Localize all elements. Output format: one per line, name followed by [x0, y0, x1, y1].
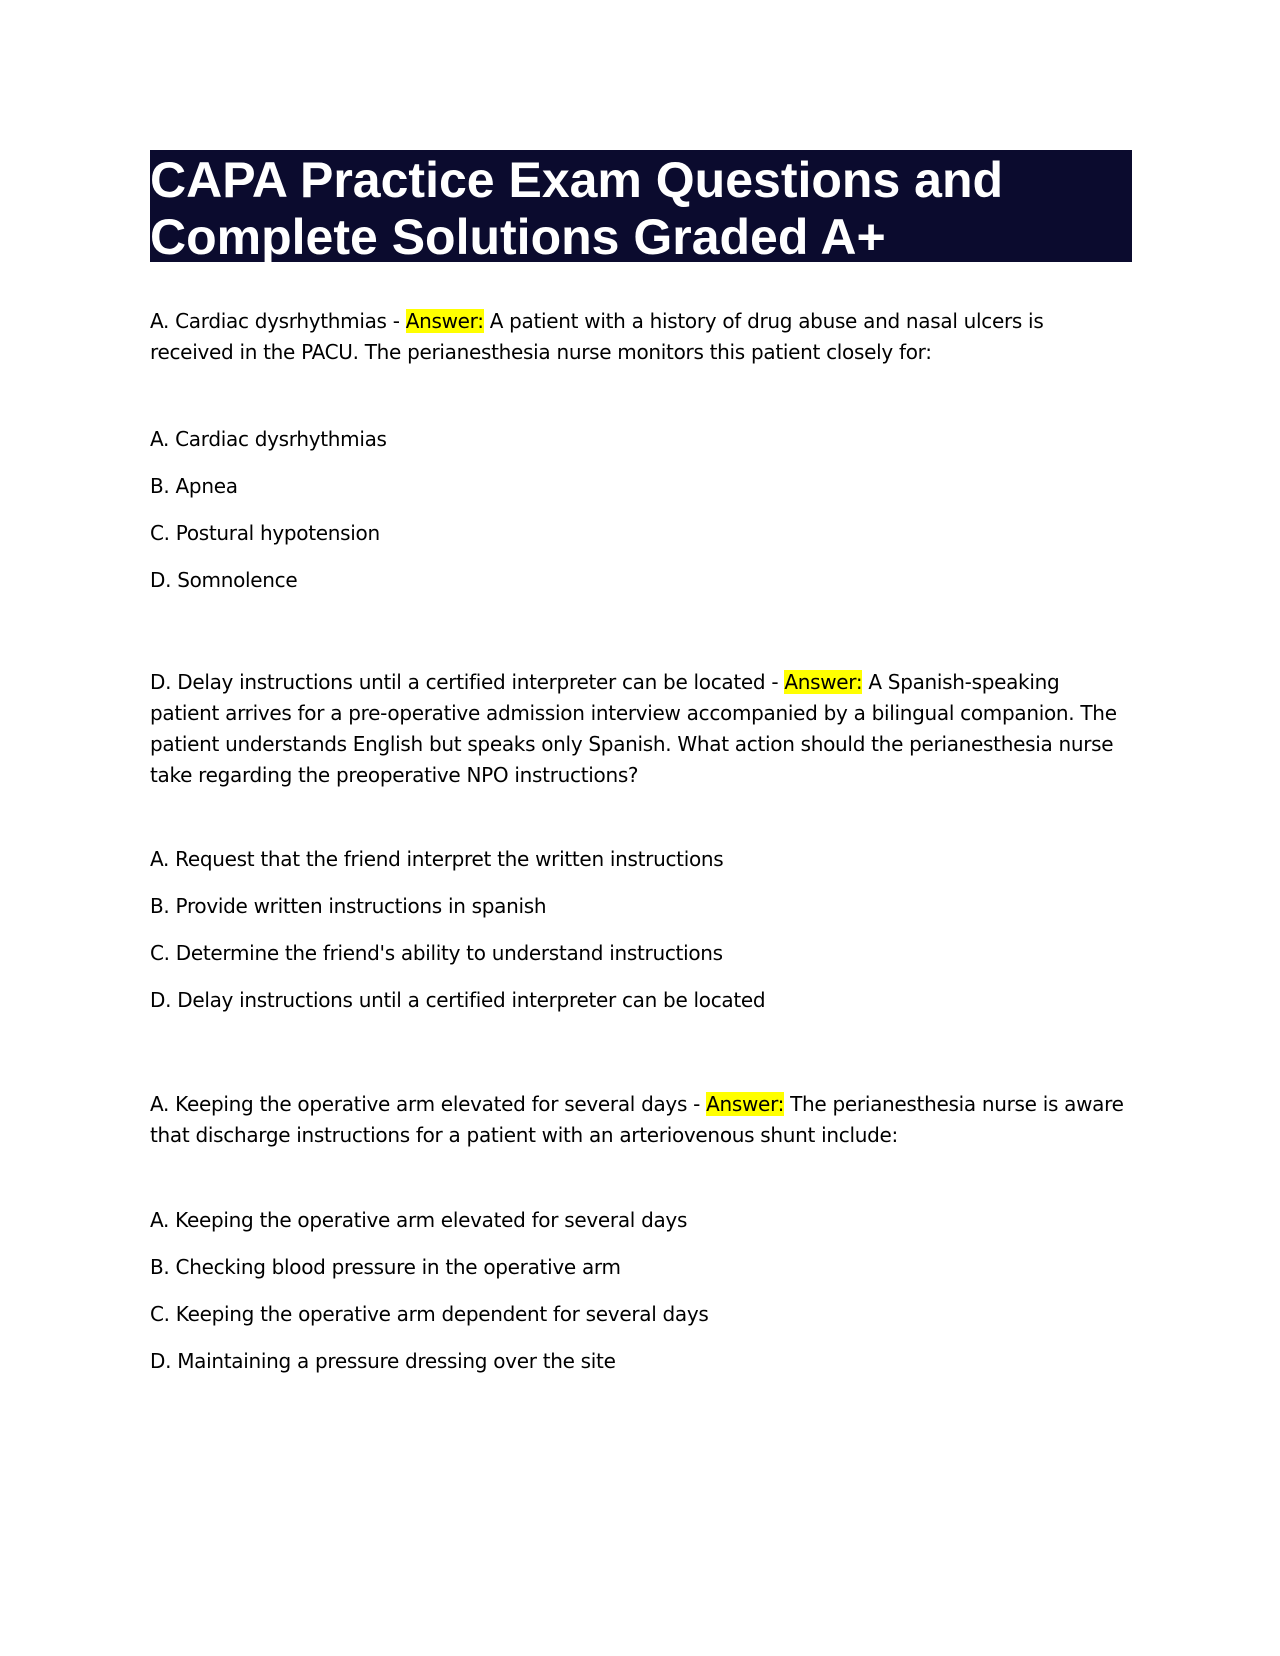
- question-prompt: The perianesthesia nurse is aware that discharge instructions for a patient with an arteriovenous shunt include:: [150, 1092, 1124, 1147]
- question-text: [150, 1089, 1132, 1151]
- question-block-3: [150, 1089, 1132, 1151]
- document-title: [150, 150, 1132, 265]
- list-item: D. Maintaining a pressure dressing over the site: [150, 1349, 616, 1373]
- list-item: A. Request that the friend interpret the written instructions: [150, 847, 724, 871]
- list-item: C. Determine the friend's ability to understand instructions: [150, 941, 723, 965]
- question-block-2: [150, 667, 1132, 791]
- list-item: C. Keeping the operative arm dependent for several days: [150, 1302, 709, 1326]
- answer-label: Answer:: [784, 670, 863, 694]
- document-page: [150, 150, 1132, 1373]
- question-text: [150, 306, 1132, 368]
- options-list-1: [150, 424, 1132, 612]
- title-line-1: CAPA Practice Exam Questions and: [150, 152, 1004, 208]
- list-item: C. Postural hypotension: [150, 521, 380, 545]
- question-text: [150, 667, 1132, 791]
- list-item: A. Cardiac dysrhythmias: [150, 427, 387, 451]
- question-block-1: [150, 306, 1132, 368]
- answer-label: Answer:: [405, 309, 484, 333]
- question-prompt: A Spanish-speaking patient arrives for a pre-operative admission interview accompanied by a bilingual companion. The patient understands English but speaks only Spanish. What action should the perianesthesia nurse take regarding the preoperative NPO instructions?: [150, 670, 1117, 787]
- answer-label: Answer:: [706, 1092, 785, 1116]
- correct-answer: A. Keeping the operative arm elevated for several days -: [150, 1092, 707, 1116]
- correct-answer: D. Delay instructions until a certified interpreter can be located -: [150, 670, 785, 694]
- title-line-2: Complete Solutions Graded A+: [150, 209, 886, 265]
- list-item: B. Checking blood pressure in the operative arm: [150, 1255, 621, 1279]
- options-list-2: [150, 844, 1132, 1032]
- list-item: A. Keeping the operative arm elevated for several days: [150, 1208, 688, 1232]
- question-prompt: A patient with a history of drug abuse and nasal ulcers is received in the PACU. The perianesthesia nurse monitors this patient closely for:: [150, 309, 1044, 364]
- list-item: B. Apnea: [150, 474, 238, 498]
- list-item: D. Delay instructions until a certified interpreter can be located: [150, 988, 766, 1012]
- correct-answer: A. Cardiac dysrhythmias -: [150, 309, 406, 333]
- list-item: D. Somnolence: [150, 568, 298, 592]
- list-item: B. Provide written instructions in spanish: [150, 894, 547, 918]
- options-list-3: [150, 1205, 1132, 1393]
